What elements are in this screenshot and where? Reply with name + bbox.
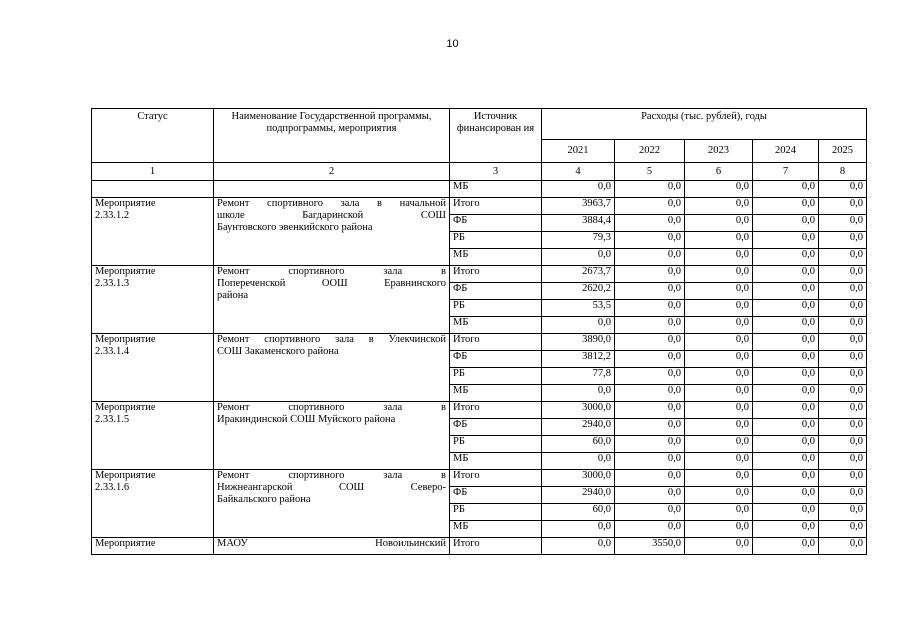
value-cell: 0,0: [685, 266, 753, 283]
table-row: [92, 402, 867, 419]
column-number-row: [92, 163, 867, 181]
value-cell: 0,0: [685, 232, 753, 249]
source-cell: МБ: [450, 249, 542, 266]
value-cell: 0,0: [615, 521, 685, 538]
value-cell: 0,0: [615, 300, 685, 317]
status-line: 2.33.1.5: [95, 414, 130, 425]
header-funding-source: Источник финансирован ия: [450, 109, 542, 163]
value-cell: 0,0: [819, 283, 867, 300]
source-cell: Итого: [450, 538, 542, 555]
status-line: Мероприятие: [95, 470, 156, 481]
source-cell: МБ: [450, 453, 542, 470]
value-cell: 0,0: [615, 487, 685, 504]
value-cell: 0,0: [615, 436, 685, 453]
value-cell: 0,0: [685, 453, 753, 470]
source-cell: Итого: [450, 470, 542, 487]
source-cell: РБ: [450, 368, 542, 385]
value-cell: 0,0: [753, 436, 819, 453]
value-cell: 0,0: [819, 368, 867, 385]
column-number: 2: [214, 163, 450, 181]
name-line: Ремонт спортивного зала в: [217, 402, 446, 413]
value-cell: 0,0: [542, 453, 615, 470]
value-cell: 0,0: [615, 385, 685, 402]
status-line: 2.33.1.6: [95, 482, 130, 493]
source-cell: МБ: [450, 181, 542, 198]
header-year: 2021: [542, 140, 615, 163]
value-cell: 0,0: [685, 487, 753, 504]
value-cell: 0,0: [753, 402, 819, 419]
value-cell: 0,0: [685, 317, 753, 334]
value-cell: 0,0: [615, 215, 685, 232]
value-cell: 0,0: [685, 181, 753, 198]
page-number: 10: [446, 38, 459, 50]
name-line: школе Багдаринской СОШ: [217, 210, 446, 221]
status-cell: [92, 402, 214, 470]
status-cell: [92, 266, 214, 334]
value-cell: 0,0: [819, 300, 867, 317]
value-cell: 3890,0: [542, 334, 615, 351]
value-cell: 3812,2: [542, 351, 615, 368]
status-line: 2.33.1.4: [95, 346, 130, 357]
value-cell: 0,0: [819, 351, 867, 368]
value-cell: 0,0: [685, 504, 753, 521]
header-year: 2022: [615, 140, 685, 163]
status-cell: [92, 198, 214, 266]
value-cell: 0,0: [753, 249, 819, 266]
value-cell: 0,0: [819, 521, 867, 538]
source-cell: ФБ: [450, 351, 542, 368]
source-cell: Итого: [450, 402, 542, 419]
value-cell: 0,0: [819, 487, 867, 504]
value-cell: 0,0: [753, 470, 819, 487]
source-cell: ФБ: [450, 283, 542, 300]
table-row: [92, 470, 867, 487]
value-cell: 2673,7: [542, 266, 615, 283]
value-cell: 0,0: [542, 538, 615, 555]
status-cell: [92, 181, 214, 198]
value-cell: 0,0: [819, 385, 867, 402]
value-cell: 0,0: [685, 300, 753, 317]
value-cell: 0,0: [685, 198, 753, 215]
name-line: Ремонт спортивного зала в Улекчинской: [217, 334, 446, 345]
value-cell: 0,0: [819, 181, 867, 198]
value-cell: 0,0: [542, 385, 615, 402]
value-cell: 0,0: [542, 181, 615, 198]
value-cell: 0,0: [819, 453, 867, 470]
value-cell: 0,0: [753, 283, 819, 300]
name-cell: [214, 402, 450, 470]
value-cell: 0,0: [819, 402, 867, 419]
value-cell: 0,0: [753, 334, 819, 351]
value-cell: 0,0: [542, 521, 615, 538]
column-number: 6: [685, 163, 753, 181]
table-row: [92, 334, 867, 351]
value-cell: 0,0: [819, 317, 867, 334]
value-cell: 0,0: [615, 181, 685, 198]
table-row: [92, 266, 867, 283]
value-cell: 0,0: [819, 266, 867, 283]
value-cell: 79,3: [542, 232, 615, 249]
status-line: Мероприятие: [95, 402, 156, 413]
value-cell: 0,0: [753, 300, 819, 317]
header-year: 2025: [819, 140, 867, 163]
value-cell: 0,0: [685, 419, 753, 436]
value-cell: 0,0: [753, 198, 819, 215]
value-cell: 0,0: [753, 317, 819, 334]
value-cell: 53,5: [542, 300, 615, 317]
value-cell: 0,0: [615, 249, 685, 266]
value-cell: 0,0: [753, 521, 819, 538]
budget-table: [91, 108, 867, 555]
value-cell: 0,0: [753, 538, 819, 555]
name-line: Ремонт спортивного зала в: [217, 266, 446, 277]
value-cell: 0,0: [685, 402, 753, 419]
value-cell: 0,0: [685, 470, 753, 487]
column-number: 7: [753, 163, 819, 181]
value-cell: 0,0: [753, 504, 819, 521]
value-cell: 0,0: [615, 368, 685, 385]
status-cell: Мероприятие: [92, 538, 214, 555]
name-line: Ремонт спортивного зала в начальной: [217, 198, 446, 209]
table-row: [92, 181, 867, 198]
value-cell: 0,0: [615, 334, 685, 351]
table-body: [92, 109, 867, 555]
value-cell: 0,0: [819, 215, 867, 232]
status-line: Мероприятие: [95, 334, 156, 345]
source-cell: ФБ: [450, 487, 542, 504]
status-cell: [92, 470, 214, 538]
value-cell: 3550,0: [615, 538, 685, 555]
name-line: Попереченской ООШ Еравнинского: [217, 278, 446, 289]
value-cell: 2940,0: [542, 419, 615, 436]
header-year: 2023: [685, 140, 753, 163]
value-cell: 0,0: [819, 436, 867, 453]
source-cell: РБ: [450, 504, 542, 521]
header-expenses: Расходы (тыс. рублей), годы: [542, 109, 867, 140]
value-cell: 3963,7: [542, 198, 615, 215]
value-cell: 0,0: [685, 249, 753, 266]
column-number: 8: [819, 163, 867, 181]
value-cell: 0,0: [819, 419, 867, 436]
value-cell: 0,0: [819, 249, 867, 266]
value-cell: 0,0: [685, 385, 753, 402]
value-cell: 0,0: [753, 385, 819, 402]
source-cell: МБ: [450, 521, 542, 538]
value-cell: 0,0: [542, 317, 615, 334]
value-cell: 0,0: [685, 521, 753, 538]
value-cell: 60,0: [542, 436, 615, 453]
name-line: Нижнеангарской СОШ Северо-: [217, 482, 446, 493]
value-cell: 3884,4: [542, 215, 615, 232]
value-cell: 0,0: [685, 538, 753, 555]
value-cell: 0,0: [615, 317, 685, 334]
header-row: [92, 109, 867, 140]
name-line: СОШ Закаменского района: [217, 346, 339, 357]
source-cell: РБ: [450, 232, 542, 249]
status-line: 2.33.1.3: [95, 278, 130, 289]
value-cell: 0,0: [615, 283, 685, 300]
value-cell: 0,0: [753, 232, 819, 249]
table-row: [92, 198, 867, 215]
value-cell: 0,0: [685, 283, 753, 300]
value-cell: 0,0: [753, 266, 819, 283]
value-cell: 0,0: [615, 351, 685, 368]
column-number: 1: [92, 163, 214, 181]
value-cell: 3000,0: [542, 470, 615, 487]
name-line: Иракиндинской СОШ Муйского района: [217, 414, 396, 425]
column-number: 4: [542, 163, 615, 181]
value-cell: 0,0: [819, 538, 867, 555]
source-cell: МБ: [450, 317, 542, 334]
value-cell: 0,0: [819, 232, 867, 249]
header-status: Статус: [92, 109, 214, 163]
value-cell: 2620,2: [542, 283, 615, 300]
value-cell: 0,0: [753, 368, 819, 385]
value-cell: 0,0: [542, 249, 615, 266]
value-cell: 0,0: [753, 181, 819, 198]
source-cell: РБ: [450, 300, 542, 317]
value-cell: 2940,0: [542, 487, 615, 504]
value-cell: 0,0: [819, 504, 867, 521]
value-cell: 0,0: [685, 368, 753, 385]
value-cell: 0,0: [819, 470, 867, 487]
name-line: Байкальского района: [217, 494, 311, 505]
source-cell: ФБ: [450, 215, 542, 232]
source-cell: ФБ: [450, 419, 542, 436]
source-cell: Итого: [450, 266, 542, 283]
value-cell: 60,0: [542, 504, 615, 521]
name-line: Баунтовского эвенкийского района: [217, 222, 373, 233]
value-cell: 0,0: [615, 504, 685, 521]
source-cell: Итого: [450, 334, 542, 351]
name-cell: [214, 198, 450, 266]
value-cell: 0,0: [753, 215, 819, 232]
name-cell: [214, 266, 450, 334]
status-line: Мероприятие: [95, 198, 156, 209]
name-cell: МАОУ Новоильинский: [214, 538, 450, 555]
value-cell: 77,8: [542, 368, 615, 385]
name-cell: [214, 181, 450, 198]
value-cell: 0,0: [753, 487, 819, 504]
value-cell: 0,0: [685, 436, 753, 453]
value-cell: 3000,0: [542, 402, 615, 419]
column-number: 5: [615, 163, 685, 181]
value-cell: 0,0: [615, 198, 685, 215]
name-cell: [214, 470, 450, 538]
value-cell: 0,0: [819, 198, 867, 215]
value-cell: 0,0: [753, 453, 819, 470]
source-cell: МБ: [450, 385, 542, 402]
name-line: района: [217, 290, 249, 301]
header-program-name: Наименование Государственной программы, подпрограммы, мероприятия: [214, 109, 450, 163]
source-cell: РБ: [450, 436, 542, 453]
value-cell: 0,0: [753, 351, 819, 368]
column-number: 3: [450, 163, 542, 181]
source-cell: Итого: [450, 198, 542, 215]
status-cell: [92, 334, 214, 402]
value-cell: 0,0: [615, 453, 685, 470]
value-cell: 0,0: [685, 334, 753, 351]
name-line: Ремонт спортивного зала в: [217, 470, 446, 481]
status-line: 2.33.1.2: [95, 210, 130, 221]
header-year: 2024: [753, 140, 819, 163]
value-cell: 0,0: [615, 470, 685, 487]
value-cell: 0,0: [615, 402, 685, 419]
value-cell: 0,0: [615, 266, 685, 283]
value-cell: 0,0: [685, 351, 753, 368]
value-cell: 0,0: [685, 215, 753, 232]
value-cell: 0,0: [819, 334, 867, 351]
status-line: Мероприятие: [95, 266, 156, 277]
value-cell: 0,0: [753, 419, 819, 436]
table-row: [92, 538, 867, 555]
value-cell: 0,0: [615, 419, 685, 436]
value-cell: 0,0: [615, 232, 685, 249]
name-cell: [214, 334, 450, 402]
